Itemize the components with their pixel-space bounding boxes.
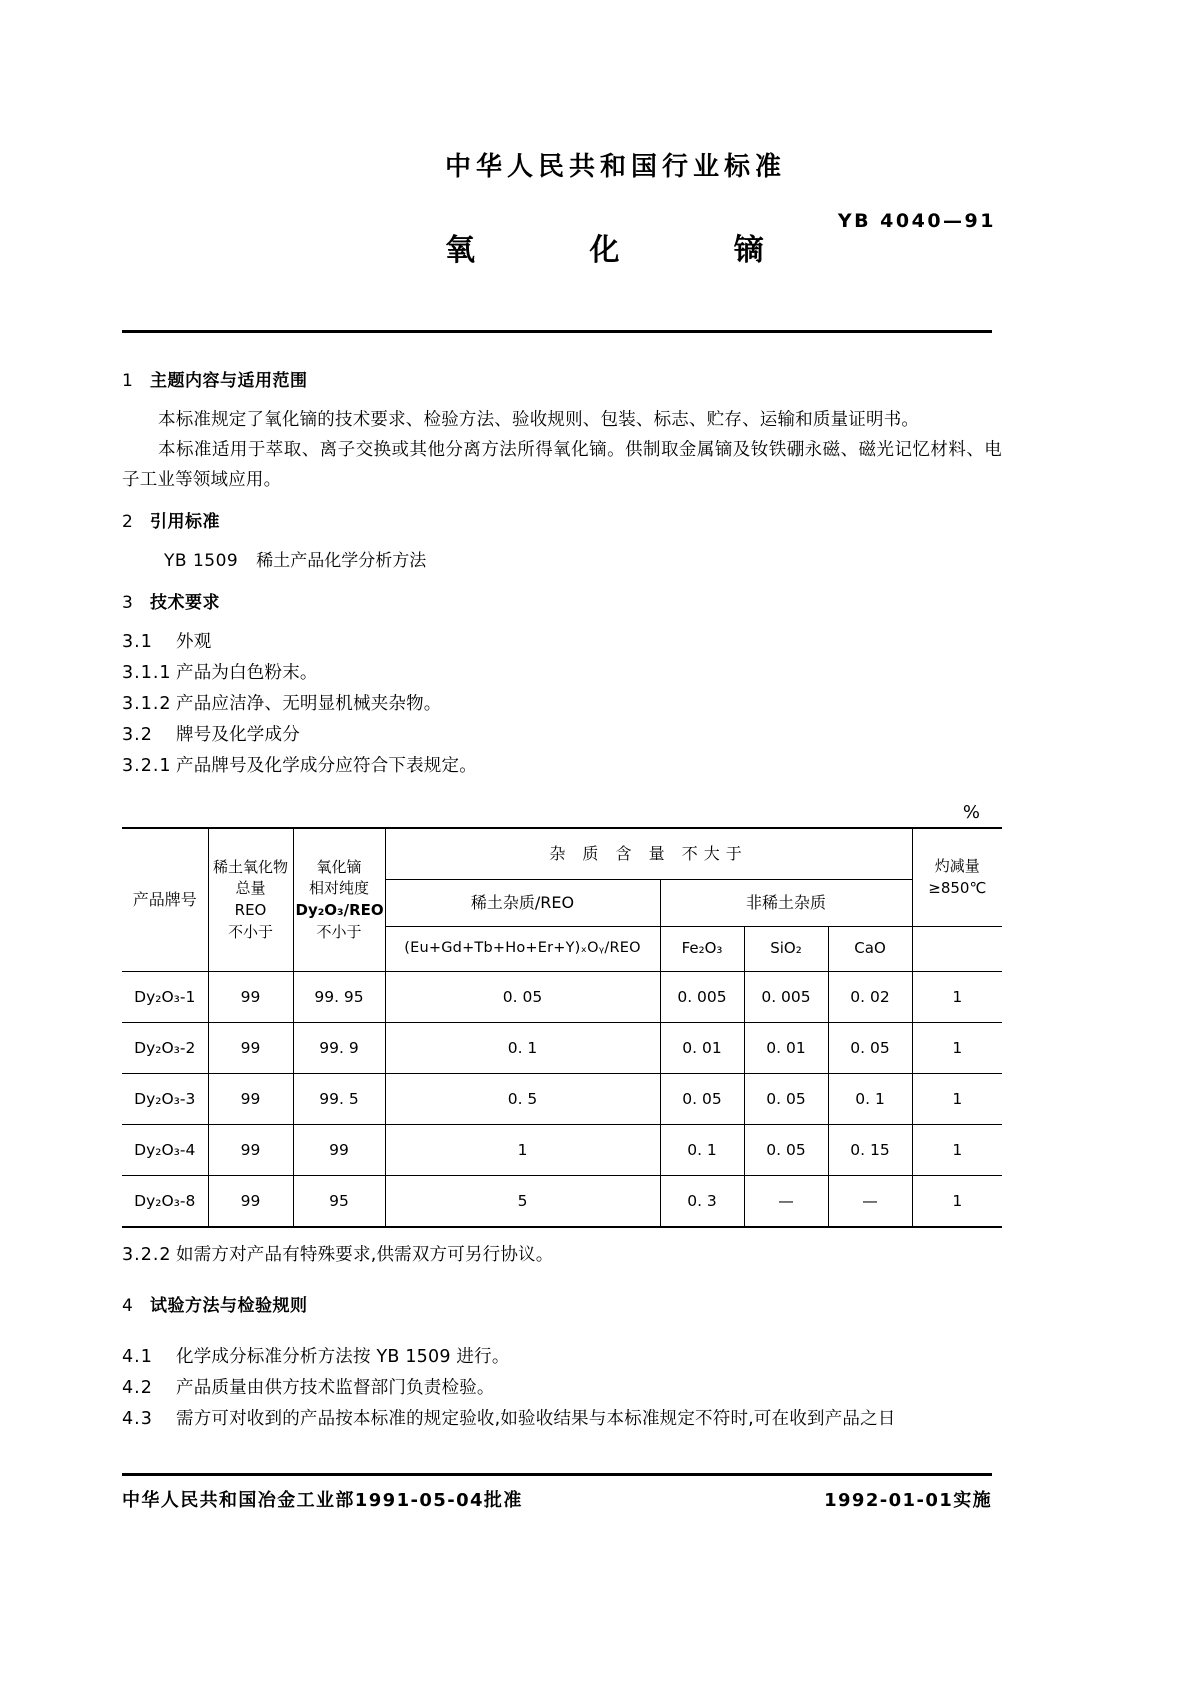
cell-cao: 0. 1 <box>828 1074 912 1125</box>
th-ignition-line1: 灼减量 <box>934 856 980 875</box>
national-standard-title: 中华人民共和国行业标准 <box>444 152 786 182</box>
section-heading-4 <box>122 1291 1002 1316</box>
cell-reo: 99 <box>208 1176 293 1228</box>
th-purity-line4: 不小于 <box>316 922 362 941</box>
specification-table <box>122 827 1002 1228</box>
referenced-standard-line <box>122 546 1002 576</box>
table-row <box>122 972 1002 1023</box>
cell-ignition: 1 <box>912 1176 1002 1228</box>
cell-fe2o3: 0. 005 <box>660 972 744 1023</box>
table-row <box>122 1074 1002 1125</box>
clause-3-2-2 <box>122 1240 1002 1271</box>
th-purity-line1: 氧化镝 <box>316 857 362 876</box>
clause-text-4-2: 产品质量由供方技术监督部门负责检验。 <box>176 1378 495 1398</box>
clause-number-3-2: 3.2 <box>122 725 153 745</box>
section-number-4: 4 <box>122 1296 134 1316</box>
table-header-row-1 <box>122 828 1002 880</box>
cell-rare-earth-impurity: 0. 1 <box>385 1023 660 1074</box>
document-header <box>0 152 1191 269</box>
cell-brand: Dy₂O₃-2 <box>122 1023 208 1074</box>
cell-reo: 99 <box>208 1074 293 1125</box>
cell-ignition: 1 <box>912 1074 1002 1125</box>
footer-divider-rule <box>122 1473 992 1476</box>
th-product-brand: 产品牌号 <box>122 828 208 972</box>
clause-text-3-1-2: 产品应洁净、无明显机械夹杂物。 <box>176 694 442 714</box>
clause-number-4-1: 4.1 <box>122 1347 153 1367</box>
th-reo-total <box>208 828 293 972</box>
cell-ignition: 1 <box>912 972 1002 1023</box>
cell-purity: 99. 9 <box>293 1023 385 1074</box>
clause-number-3-1: 3.1 <box>122 632 153 652</box>
th-reo-total-line1: 稀土氧化物 <box>212 857 288 876</box>
table-row <box>122 1125 1002 1176</box>
th-fe2o3: Fe₂O₃ <box>660 927 744 972</box>
document-title: 氧 化 镝 <box>445 233 816 269</box>
cell-fe2o3: 0. 05 <box>660 1074 744 1125</box>
clause-text-3-1-1: 产品为白色粉末。 <box>176 663 318 683</box>
th-ignition-loss <box>912 828 1002 927</box>
cell-brand: Dy₂O₃-3 <box>122 1074 208 1125</box>
document-body <box>122 366 1002 1435</box>
clause-3-1-2 <box>122 689 1002 720</box>
th-purity-line3: Dy₂O₃/REO <box>295 901 384 919</box>
section-number-3: 3 <box>122 593 134 613</box>
th-rare-earth-impurity: 稀土杂质/REO <box>385 880 660 927</box>
table-row <box>122 1176 1002 1228</box>
referenced-standard-title: 稀土产品化学分析方法 <box>256 551 427 571</box>
cell-purity: 99. 95 <box>293 972 385 1023</box>
section-heading-3 <box>122 588 1002 613</box>
cell-ignition: 1 <box>912 1023 1002 1074</box>
clause-3-2-1 <box>122 751 1002 782</box>
section-title-2: 引用标准 <box>150 512 220 532</box>
section-1-paragraph-2: 本标准适用于萃取、离子交换或其他分离方法所得氧化镝。供制取金属镝及钕铁硼永磁、磁光记忆材料、电子工业等领域应用。 <box>122 440 1002 490</box>
cell-cao: 0. 05 <box>828 1023 912 1074</box>
cell-purity: 99. 5 <box>293 1074 385 1125</box>
clause-text-4-3: 需方可对收到的产品按本标准的规定验收,如验收结果与本标准规定不符时,可在收到产品之日 <box>176 1409 896 1429</box>
cell-ignition: 1 <box>912 1125 1002 1176</box>
th-purity-line2: 相对纯度 <box>308 879 369 898</box>
clause-4-1 <box>122 1342 1002 1373</box>
cell-sio2: 0. 05 <box>744 1125 828 1176</box>
th-relative-purity <box>293 828 385 972</box>
clause-number-3-1-1: 3.1.1 <box>122 663 172 683</box>
clause-text-4-1: 化学成分标准分析方法按 YB 1509 进行。 <box>176 1347 510 1367</box>
th-cao: CaO <box>828 927 912 972</box>
cell-cao: — <box>828 1176 912 1228</box>
footer-approval-text: 中华人民共和国冶金工业部1991-05-04批准 <box>122 1490 523 1511</box>
cell-reo: 99 <box>208 972 293 1023</box>
footer-implementation-text: 1992-01-01实施 <box>824 1490 992 1511</box>
cell-reo: 99 <box>208 1125 293 1176</box>
th-rare-earth-formula: (Eu+Gd+Tb+Ho+Er+Y)ₓOᵧ/REO <box>385 927 660 972</box>
standard-number: YB 4040—91 <box>837 210 996 232</box>
cell-brand: Dy₂O₃-1 <box>122 972 208 1023</box>
clause-text-3-2: 牌号及化学成分 <box>176 725 300 745</box>
clause-3-2 <box>122 720 1002 751</box>
section-number-1: 1 <box>122 371 134 391</box>
cell-fe2o3: 0. 1 <box>660 1125 744 1176</box>
th-ignition-spacer <box>912 927 1002 972</box>
cell-sio2: 0. 05 <box>744 1074 828 1125</box>
clause-3-1-1 <box>122 658 1002 689</box>
cell-rare-earth-impurity: 5 <box>385 1176 660 1228</box>
cell-purity: 99 <box>293 1125 385 1176</box>
referenced-standard-code: YB 1509 <box>164 551 239 571</box>
cell-rare-earth-impurity: 1 <box>385 1125 660 1176</box>
section-title-1: 主题内容与适用范围 <box>150 371 308 391</box>
th-impurity-group: 杂 质 含 量 不大于 <box>385 828 912 880</box>
section-title-4: 试验方法与检验规则 <box>150 1296 308 1316</box>
section-title-3: 技术要求 <box>150 593 220 613</box>
clause-text-3-2-1: 产品牌号及化学成分应符合下表规定。 <box>176 756 477 776</box>
table-row <box>122 1023 1002 1074</box>
clause-number-3-2-2: 3.2.2 <box>122 1245 172 1265</box>
clause-number-3-1-2: 3.1.2 <box>122 694 172 714</box>
clause-text-3-2-2: 如需方对产品有特殊要求,供需双方可另行协议。 <box>176 1245 554 1265</box>
clause-number-4-2: 4.2 <box>122 1378 153 1398</box>
clause-number-3-2-1: 3.2.1 <box>122 756 172 776</box>
th-non-rare-earth-impurity: 非稀土杂质 <box>660 880 912 927</box>
section-number-2: 2 <box>122 512 134 532</box>
cell-sio2: — <box>744 1176 828 1228</box>
section-heading-1 <box>122 366 1002 391</box>
cell-sio2: 0. 005 <box>744 972 828 1023</box>
th-reo-total-line3: REO <box>234 901 267 919</box>
cell-rare-earth-impurity: 0. 05 <box>385 972 660 1023</box>
cell-sio2: 0. 01 <box>744 1023 828 1074</box>
section-heading-2 <box>122 507 1002 532</box>
cell-cao: 0. 02 <box>828 972 912 1023</box>
th-reo-total-line2: 总量 <box>235 879 266 898</box>
clause-4-2 <box>122 1373 1002 1404</box>
cell-fe2o3: 0. 3 <box>660 1176 744 1228</box>
table-unit-label: % <box>962 802 980 823</box>
cell-cao: 0. 15 <box>828 1125 912 1176</box>
cell-brand: Dy₂O₃-4 <box>122 1125 208 1176</box>
cell-purity: 95 <box>293 1176 385 1228</box>
cell-rare-earth-impurity: 0. 5 <box>385 1074 660 1125</box>
clause-3-1 <box>122 627 1002 658</box>
clause-text-3-1: 外观 <box>176 632 212 652</box>
th-reo-total-line4: 不小于 <box>227 922 273 941</box>
th-ignition-line2: ≥850℃ <box>928 878 987 897</box>
clause-4-3 <box>122 1404 1002 1435</box>
cell-brand: Dy₂O₃-8 <box>122 1176 208 1228</box>
section-1-paragraph-1: 本标准规定了氧化镝的技术要求、检验方法、验收规则、包装、标志、贮存、运输和质量证明书。 <box>158 410 920 430</box>
cell-fe2o3: 0. 01 <box>660 1023 744 1074</box>
cell-reo: 99 <box>208 1023 293 1074</box>
header-divider-rule <box>122 330 992 333</box>
clause-number-4-3: 4.3 <box>122 1409 153 1429</box>
th-sio2: SiO₂ <box>744 927 828 972</box>
